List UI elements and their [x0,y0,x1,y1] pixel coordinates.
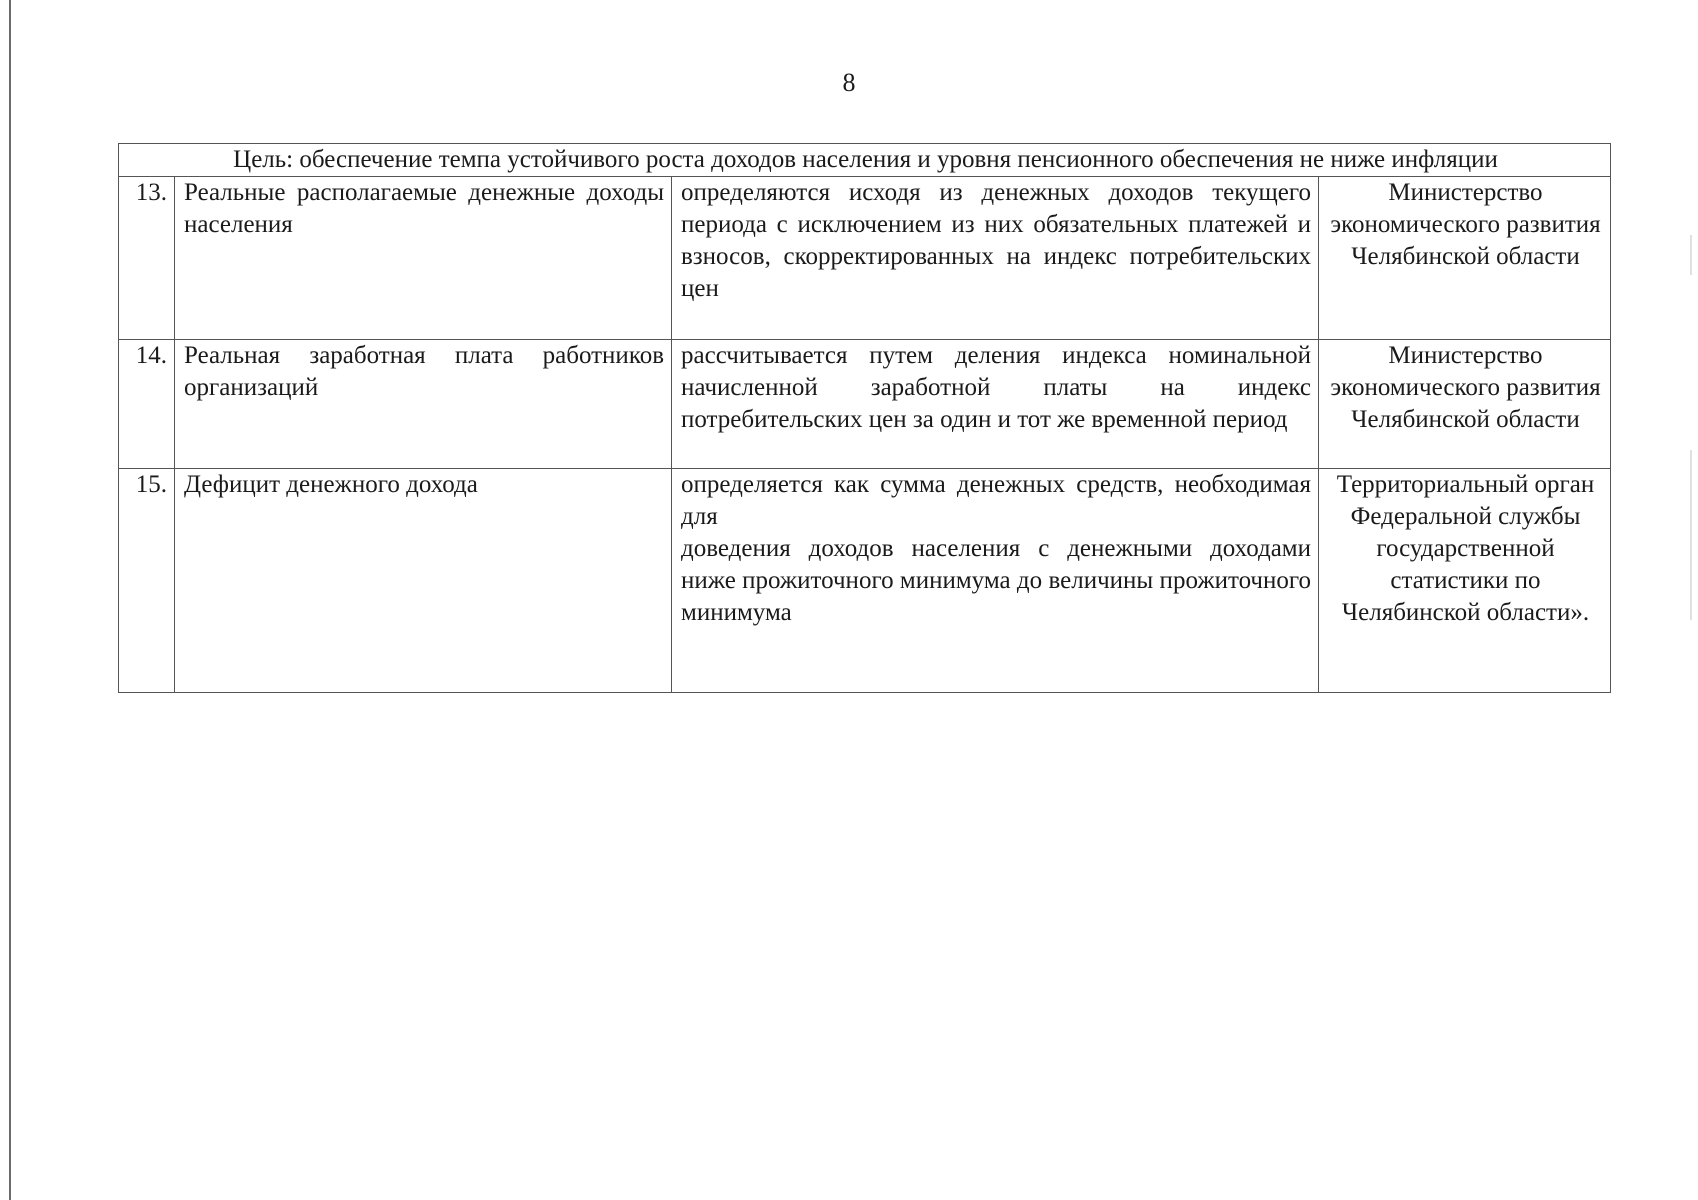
goal-row [119,144,1611,177]
scan-edge-line [9,0,11,1200]
indicator-name-text: Дефицит денежного дохода [184,471,478,498]
goal-cell: Цель: обеспечение темпа устойчивого роста доходов населения и уровня пенсионного обеспечения не ниже инфляции [119,144,1611,177]
table-row [119,469,1611,693]
table-row [119,340,1611,469]
responsible-body: Министерство экономического развития Челябинской области [1319,340,1611,469]
indicator-name-text: Реальные располагаемые денежные доходы населения [184,179,664,238]
indicators-table [118,143,1611,693]
row-number: 15. [119,469,175,693]
method-text: рассчитывается путем деления индекса номинальной начисленной заработной платы на индекс потребительских цен за один и тот же временной период [681,342,1311,433]
calculation-method [672,177,1319,340]
responsible-body: Министерство экономического развития Челябинской области [1319,177,1611,340]
method-text: определяются исходя из денежных доходов текущего периода с исключением из них обязательных платежей и взносов, скорректированных на индекс потребительских цен [681,179,1311,302]
calculation-method [672,469,1319,693]
row-number: 14. [119,340,175,469]
indicator-name [175,177,672,340]
method-text: определяется как сумма денежных средств, необходимая для [681,471,1311,530]
indicator-name [175,340,672,469]
table-row [119,177,1611,340]
indicator-name-text: Реальная заработная плата работников организаций [184,342,664,401]
indicator-name [175,469,672,693]
page-number: 8 [842,68,856,97]
method-text: доведения доходов населения с денежными доходами ниже прожиточного минимума до величины прожиточного минимума [681,535,1311,626]
calculation-method [672,340,1319,469]
scan-artifact [1690,450,1692,620]
row-number: 13. [119,177,175,340]
scan-artifact [1690,235,1692,275]
responsible-body: Территориальный орган Федеральной службы государственной статистики по Челябинской области». [1319,469,1611,693]
